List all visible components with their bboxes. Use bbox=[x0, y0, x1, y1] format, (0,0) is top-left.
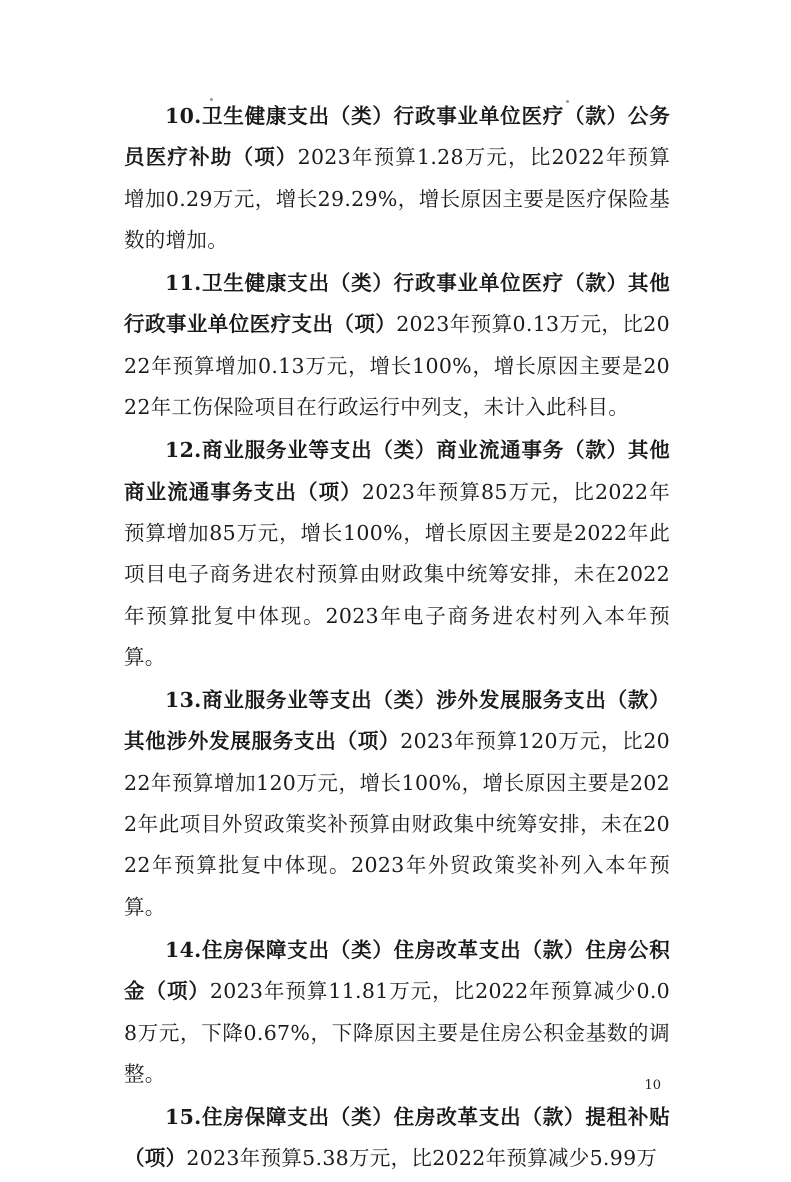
page-number: 10 bbox=[644, 1078, 661, 1093]
paragraph-14 bbox=[124, 930, 670, 1095]
paragraph-body: 2023年预算120万元，比2022年预算增加120万元，增长100%，增长原因主要是2022年此项目外贸政策奖补预算由财政集中统筹安排，未在2022年预算批复中体现。2023年外贸政策奖补列入本年预算。 bbox=[124, 729, 671, 919]
paragraph-10 bbox=[124, 96, 670, 261]
paragraph-heading: 11.卫生健康支出（类）行政事业单位医疗（款）其他行政事业单位医疗支出（项） bbox=[124, 271, 670, 337]
paragraph-body: 2023年预算5.38万元，比2022年预算减少5.99万 bbox=[186, 1146, 658, 1171]
paragraph-11 bbox=[124, 263, 670, 428]
paragraph-heading: 12.商业服务业等支出（类）商业流通事务（款）其他商业流通事务支出（项） bbox=[124, 438, 670, 504]
document-body bbox=[124, 96, 670, 1182]
paragraph-15 bbox=[124, 1097, 670, 1180]
paragraph-body: 2023年预算1.28万元，比2022年预算增加0.29万元，增长29.29%，增长原因主要是医疗保险基数的增加。 bbox=[124, 145, 670, 252]
paragraph-heading: 10.卫生健康支出（类）行政事业单位医疗（款）公务员医疗补助（项） bbox=[124, 104, 670, 170]
paragraph-body: 2023年预算85万元，比2022年预算增加85万元，增长100%，增长原因主要是2022年此项目电子商务进农村预算由财政集中统筹安排，未在2022年预算批复中体现。2023年电子商务进农村列入本年预算。 bbox=[124, 479, 670, 669]
paragraph-heading: 14.住房保障支出（类）住房改革支出（款）住房公积金（项） bbox=[124, 937, 670, 1004]
paragraph-heading: 13.商业服务业等支出（类）涉外发展服务支出（款）其他涉外发展服务支出（项） bbox=[124, 688, 670, 754]
paragraph-body: 2023年预算0.13万元，比2022年预算增加0.13万元，增长100%，增长原因主要是2022年工伤保险项目在行政运行中列支，未计入此科目。 bbox=[124, 312, 670, 420]
paragraph-heading: 15.住房保障支出（类）住房改革支出（款）提租补贴（项） bbox=[124, 1105, 670, 1171]
paragraph-12 bbox=[124, 430, 670, 678]
paragraph-body: 2023年预算11.81万元，比2022年预算减少0.08万元，下降0.67%，下降原因主要是住房公积金基数的调整。 bbox=[124, 979, 670, 1086]
paragraph-13 bbox=[124, 680, 670, 928]
